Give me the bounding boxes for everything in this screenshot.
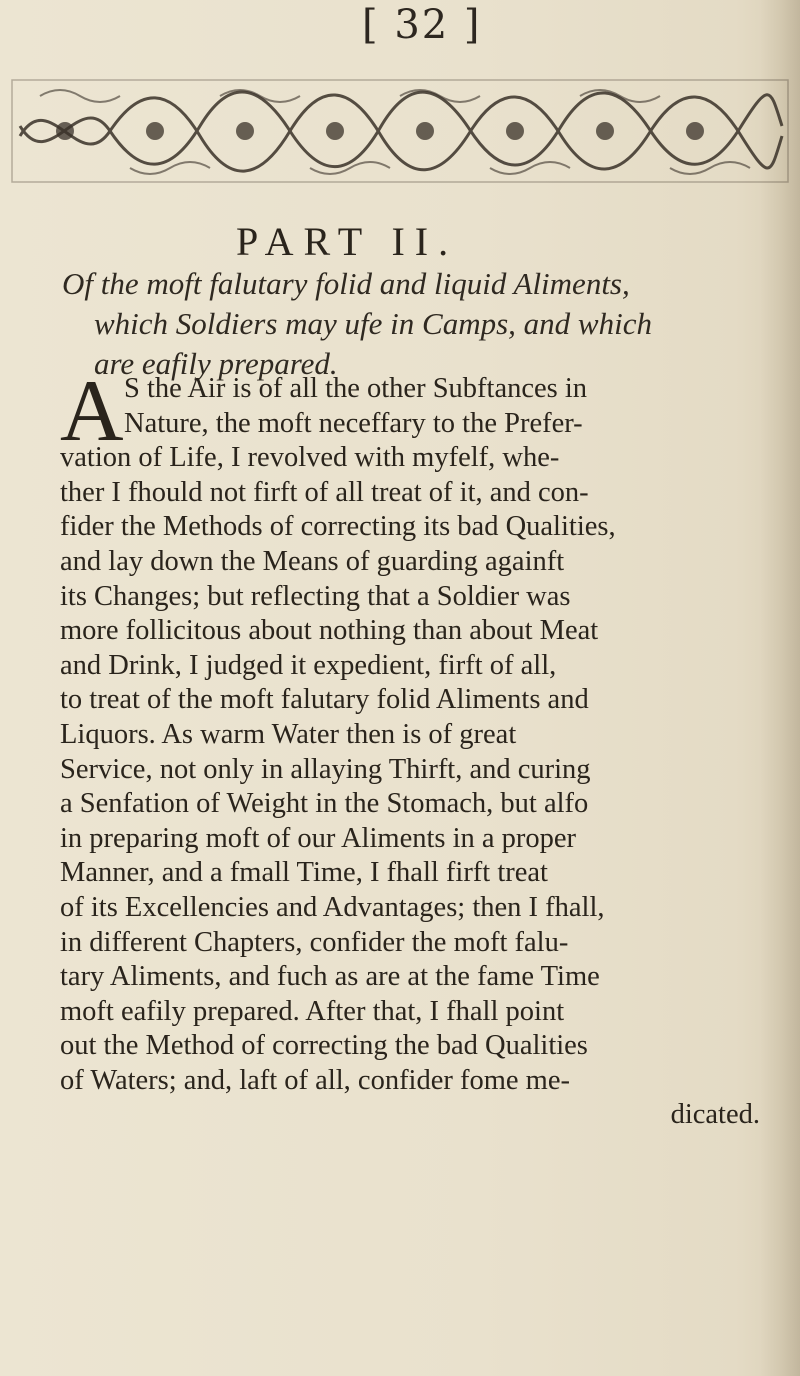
subtitle-line: which Soldiers may ufe in Camps, and which [94, 306, 652, 341]
subtitle-line: are eafily prepared. [94, 346, 338, 381]
text-line: fider the Methods of correcting its bad Qualities, [60, 511, 616, 543]
text-line: and Drink, I judged it expedient, firft of all, [60, 649, 557, 681]
text-line: in different Chapters, confider the moft falu- [60, 926, 569, 958]
text-line: vation of Life, I revolved with myfelf, whe- [60, 442, 560, 474]
text-line: its Changes; but reflecting that a Soldier was [60, 580, 571, 612]
text-line: S the Air is of all the other Subftances in [124, 373, 588, 404]
text-line: of Waters; and, laft of all, confider fome me- [60, 1064, 570, 1096]
page-number: [ 32 ] [362, 2, 482, 48]
text-line: to treat of the moft falutary folid Aliments and [60, 684, 589, 716]
chapter-subtitle [62, 264, 782, 384]
text-line: ther I fhould not firft of all treat of it, and con- [60, 476, 589, 508]
drop-cap: A [60, 363, 124, 460]
text-line: and lay down the Means of guarding againft [60, 545, 565, 577]
text-line: tary Aliments, and fuch as are at the fame Time [60, 961, 600, 993]
text-line: Liquors. As warm Water then is of great [60, 718, 517, 750]
text-line: of its Excellencies and Advantages; then I fhall, [60, 891, 605, 923]
text-line: in preparing moft of our Aliments in a proper [60, 822, 577, 854]
text-line: out the Method of correcting the bad Qualities [60, 1030, 588, 1062]
text-line: Manner, and a fmall Time, I fhall firft treat [60, 857, 548, 889]
decorative-headpiece [10, 76, 790, 186]
text-line: more follicitous about nothing than about Meat [60, 615, 599, 647]
page-edge-shadow [760, 0, 800, 1376]
text-line: Service, not only in allaying Thirft, and curing [60, 753, 591, 785]
subtitle-line: Of the moft falutary folid and liquid Aliments, [62, 266, 630, 301]
text-line: moft eafily prepared. After that, I fhall point [60, 995, 565, 1027]
catch-word: dicated. [670, 1099, 760, 1131]
text-line: Nature, the moft neceffary to the Prefer- [124, 407, 583, 439]
part-heading: PART II. [236, 219, 459, 264]
text-line: a Senfation of Weight in the Stomach, but alfo [60, 788, 589, 820]
